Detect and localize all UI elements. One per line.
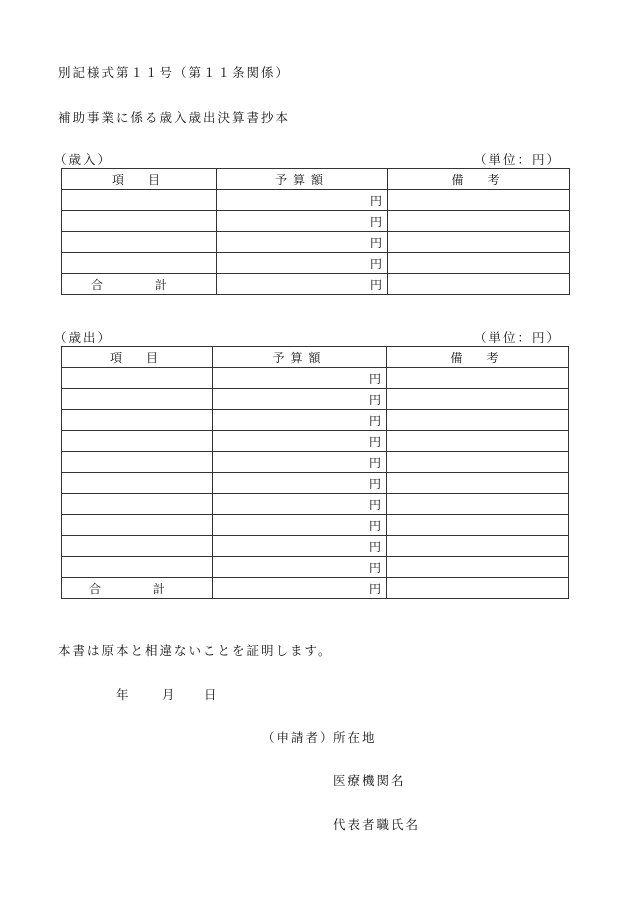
expenditure-table — [61, 346, 569, 599]
item-cell[interactable] — [62, 473, 213, 494]
amount-cell[interactable] — [213, 410, 387, 431]
institution-name-label: 医療機関名 — [333, 773, 406, 788]
yen-unit: 円 — [368, 371, 381, 386]
item-cell[interactable] — [62, 232, 217, 253]
document-title: 補助事業に係る歳入歳出決算書抄本 — [58, 110, 291, 125]
table-row — [62, 410, 569, 431]
total-label: 合 計 — [62, 274, 217, 295]
yen-unit: 円 — [369, 235, 382, 250]
remarks-cell[interactable] — [387, 452, 569, 473]
yen-unit: 円 — [369, 256, 382, 271]
item-cell[interactable] — [62, 431, 213, 452]
expenditure-unit-label: （単位：円） — [474, 330, 562, 345]
amount-cell[interactable] — [213, 368, 387, 389]
item-cell[interactable] — [62, 190, 217, 211]
item-cell[interactable] — [62, 452, 213, 473]
revenue-heading: （歳入） — [54, 152, 113, 167]
yen-unit: 円 — [368, 434, 381, 449]
remarks-cell[interactable] — [387, 557, 569, 578]
revenue-unit-label: （単位：円） — [474, 152, 562, 167]
yen-unit: 円 — [368, 392, 381, 407]
expenditure-total-row — [62, 578, 569, 599]
yen-unit: 円 — [368, 581, 381, 596]
item-cell[interactable] — [62, 557, 213, 578]
remarks-cell[interactable] — [387, 536, 569, 557]
yen-unit: 円 — [369, 214, 382, 229]
remarks-cell[interactable] — [387, 368, 569, 389]
table-row — [62, 232, 570, 253]
remarks-cell[interactable] — [387, 410, 569, 431]
remarks-cell[interactable] — [387, 515, 569, 536]
item-cell[interactable] — [62, 211, 217, 232]
column-budget-header: 予算額 — [213, 347, 387, 368]
amount-cell[interactable] — [213, 494, 387, 515]
remarks-cell[interactable] — [387, 389, 569, 410]
item-cell[interactable] — [62, 389, 213, 410]
revenue-total-row — [62, 274, 570, 295]
revenue-header-row — [62, 169, 570, 190]
date-month-label: 月 — [162, 687, 177, 702]
total-remarks-cell[interactable] — [388, 274, 570, 295]
table-row — [62, 190, 570, 211]
yen-unit: 円 — [368, 476, 381, 491]
yen-unit: 円 — [369, 193, 382, 208]
yen-unit: 円 — [368, 413, 381, 428]
remarks-cell[interactable] — [388, 190, 570, 211]
yen-unit: 円 — [368, 518, 381, 533]
remarks-cell[interactable] — [387, 494, 569, 515]
revenue-table — [61, 168, 570, 295]
amount-cell[interactable] — [213, 431, 387, 452]
item-cell[interactable] — [62, 536, 213, 557]
table-row — [62, 494, 569, 515]
table-row — [62, 473, 569, 494]
certification-statement: 本書は原本と相違ないことを証明します。 — [58, 643, 333, 658]
date-year-label: 年 — [116, 687, 131, 702]
amount-cell[interactable] — [217, 232, 388, 253]
column-remarks-header: 備 考 — [388, 169, 570, 190]
total-remarks-cell[interactable] — [387, 578, 569, 599]
expenditure-heading: （歳出） — [54, 330, 113, 345]
yen-unit: 円 — [368, 560, 381, 575]
amount-cell[interactable] — [213, 515, 387, 536]
amount-cell[interactable] — [217, 190, 388, 211]
item-cell[interactable] — [62, 368, 213, 389]
amount-cell[interactable] — [217, 253, 388, 274]
amount-cell[interactable] — [217, 211, 388, 232]
total-amount-cell[interactable] — [217, 274, 388, 295]
column-budget-header: 予算額 — [217, 169, 388, 190]
total-label: 合 計 — [62, 578, 213, 599]
table-row — [62, 452, 569, 473]
table-row — [62, 431, 569, 452]
remarks-cell[interactable] — [387, 473, 569, 494]
remarks-cell[interactable] — [388, 232, 570, 253]
yen-unit: 円 — [368, 539, 381, 554]
amount-cell[interactable] — [213, 536, 387, 557]
table-row — [62, 389, 569, 410]
item-cell[interactable] — [62, 494, 213, 515]
remarks-cell[interactable] — [388, 211, 570, 232]
form-number: 別記様式第１１号（第１１条関係） — [58, 65, 291, 80]
table-row — [62, 211, 570, 232]
table-row — [62, 253, 570, 274]
column-item-header: 項 目 — [62, 169, 217, 190]
item-cell[interactable] — [62, 253, 217, 274]
representative-name-label: 代表者職氏名 — [333, 817, 421, 832]
remarks-cell[interactable] — [388, 253, 570, 274]
table-row — [62, 515, 569, 536]
item-cell[interactable] — [62, 515, 213, 536]
amount-cell[interactable] — [213, 452, 387, 473]
column-remarks-header: 備 考 — [387, 347, 569, 368]
remarks-cell[interactable] — [387, 431, 569, 452]
amount-cell[interactable] — [213, 557, 387, 578]
table-row — [62, 368, 569, 389]
table-row — [62, 557, 569, 578]
item-cell[interactable] — [62, 410, 213, 431]
applicant-prefix: （申請者） — [262, 730, 335, 745]
column-item-header: 項 目 — [62, 347, 213, 368]
amount-cell[interactable] — [213, 389, 387, 410]
expenditure-header-row — [62, 347, 569, 368]
yen-unit: 円 — [368, 455, 381, 470]
yen-unit: 円 — [369, 277, 382, 292]
table-row — [62, 536, 569, 557]
total-amount-cell[interactable] — [213, 578, 387, 599]
date-day-label: 日 — [204, 687, 219, 702]
amount-cell[interactable] — [213, 473, 387, 494]
address-label: 所在地 — [333, 730, 377, 745]
yen-unit: 円 — [368, 497, 381, 512]
